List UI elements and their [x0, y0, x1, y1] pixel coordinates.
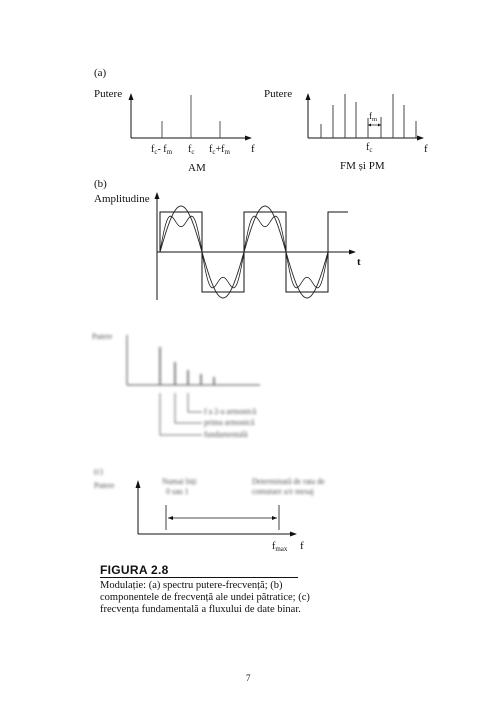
data-rate-label: (c) — [94, 467, 103, 476]
data-rate-note-left-1: Numai biți — [162, 477, 197, 486]
data-rate-span-arrow-left — [168, 516, 173, 520]
fm-caption: FM și PM — [340, 160, 385, 172]
panel-b-xlabel: t — [357, 256, 361, 268]
fm-spectrum — [264, 88, 428, 172]
am-xlabel: f — [251, 143, 255, 155]
harmonics-legend-1: fundamentală — [204, 430, 248, 439]
am-spectrum — [94, 88, 255, 174]
fm-spacing-label: $f_m$ — [369, 111, 378, 123]
data-rate-figure — [0, 475, 500, 560]
am-caption: AM — [188, 162, 206, 174]
harmonics-lines — [160, 347, 214, 385]
fm-ylabel: Putere — [264, 88, 293, 100]
fm-tick-center: $f_c$ — [366, 142, 373, 154]
caption-divider — [100, 577, 298, 578]
data-rate-note-right-1: Determinată de rata de — [252, 477, 325, 486]
harmonics-legend-2: prima armonică — [204, 418, 255, 427]
panel-a-label: (a) — [94, 67, 107, 79]
panel-b-y-arrow — [155, 192, 160, 199]
harmonics-spectrum-figure — [80, 325, 320, 450]
fmax-label: $f_{max}$ — [272, 541, 288, 553]
am-y-arrow — [129, 93, 134, 100]
data-rate-ylabel: Putere — [94, 481, 115, 490]
data-rate-y-arrow — [136, 480, 141, 488]
data-rate-span-arrow-right — [272, 516, 277, 520]
data-rate-note-right-2: comutare a/e mesaj — [252, 487, 314, 496]
harmonics-legend-leaders — [160, 393, 202, 435]
panel-b-label: (b) — [94, 178, 107, 190]
data-rate-xlabel: f — [300, 540, 304, 552]
am-tick-center: $f_c$ — [188, 144, 195, 156]
fm-x-arrow — [417, 136, 424, 141]
data-rate-note-left-2: 0 sau 1 — [166, 487, 189, 496]
page-number: 7 — [246, 673, 251, 683]
figure-caption-title: FIGURA 2.8 — [100, 563, 169, 577]
panel-a-figure — [0, 0, 500, 180]
panel-b-figure — [0, 175, 500, 305]
harmonics-legend-3: f a 2-a armonică — [204, 407, 257, 416]
figure-caption-text: Modulație: (a) spectru putere-frecvență; (b) componentele de frecvență ale undei pătratice; (c) frecvența fundamentală a fluxului de date binar. — [100, 580, 310, 615]
am-tick-upper: $f_c+f_m$ — [209, 144, 230, 156]
harmonics-ylabel: Putere — [92, 332, 113, 341]
am-ylabel: Putere — [94, 88, 123, 100]
fm-y-arrow — [306, 93, 311, 100]
data-rate-x-arrow — [290, 532, 297, 537]
am-tick-lower: $f_c-$ $f_m$ — [151, 144, 173, 156]
panel-b-ylabel: Amplitudine — [94, 193, 150, 205]
am-x-arrow — [245, 136, 252, 141]
panel-b-x-arrow — [349, 250, 356, 255]
fm-xlabel: f — [424, 143, 428, 155]
